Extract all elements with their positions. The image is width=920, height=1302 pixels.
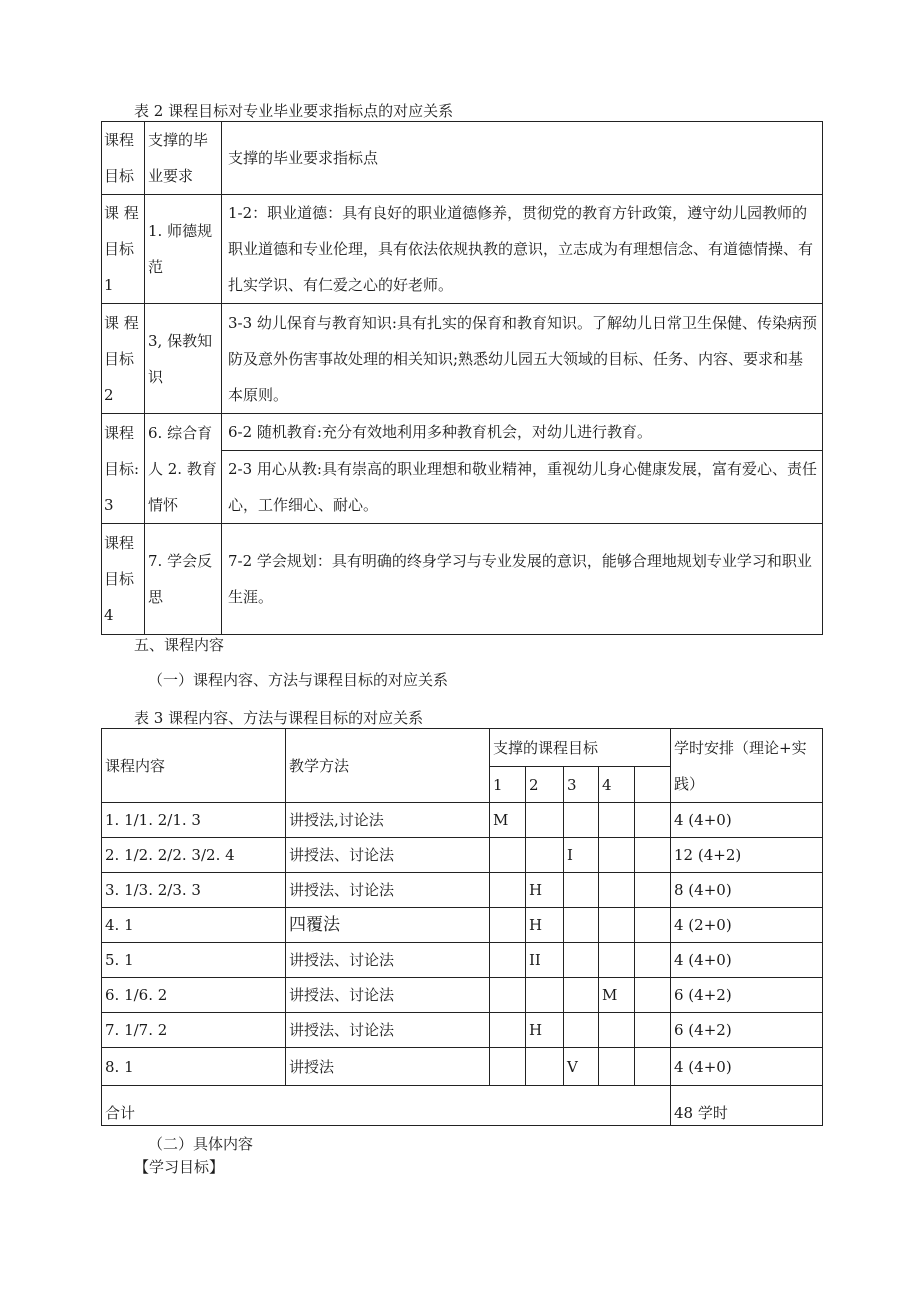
indicator-cell: 1-2：职业道德：具有良好的职业道德修养，贯彻党的教育方针政策，遵守幼儿园教师的职业道德和专业伦理，具有依法依规执教的意识，立志成为有理想信念、有道德情操、有扎实学识、有仁爱之心的好老师。 [222,195,823,304]
table-row [102,943,823,978]
total-hours: 48 学时 [671,1086,823,1126]
goal-cell: 课程目标 4 [102,524,145,635]
table-row [102,978,823,1013]
content-cell: 5. 1 [102,943,286,978]
goal-cell [599,1048,635,1086]
method-cell: 四覆法 [286,908,490,943]
header-content: 课程内容 [102,729,286,803]
goal-cell [564,943,599,978]
table-row [102,729,823,767]
goal-cell: 课程目标: 3 [102,414,145,524]
goal-cell [599,908,635,943]
goal-cell [526,1048,564,1086]
requirement-cell: 3, 保教知识 [145,304,222,414]
indicator-cell: 3-3 幼儿保育与教育知识:具有扎实的保育和教育知识。了解幼儿日常卫生保健、传染病预防及意外伤害事故处理的相关知识;熟悉幼儿园五大领域的目标、任务、内容、要求和基本原则。 [222,304,823,414]
indicator-cell: 7-2 学会规划：具有明确的终身学习与专业发展的意识，能够合理地规划专业学习和职业生涯。 [222,524,823,635]
goal-cell [526,803,564,838]
hours-cell: 8 (4+0) [671,873,823,908]
method-cell: 讲授法、讨论法 [286,978,490,1013]
table3-caption: 表 3 课程内容、方法与课程目标的对应关系 [134,709,424,727]
hours-cell: 6 (4+2) [671,978,823,1013]
header-goal: 课程目标 [102,122,145,195]
table-row [102,1048,823,1086]
content-cell: 2. 1/2. 2/2. 3/2. 4 [102,838,286,873]
hours-cell: 12 (4+2) [671,838,823,873]
hours-cell: 4 (4+0) [671,943,823,978]
header-indicator: 支撑的毕业要求指标点 [222,122,823,195]
goal-cell [490,978,526,1013]
table-row [102,122,823,195]
goal-cell [635,908,671,943]
sub-heading: （二）具体内容 [148,1135,254,1153]
header-requirement: 支撑的毕业要求 [145,122,222,195]
goal-cell: H [526,1013,564,1048]
method-cell: 讲授法,讨论法 [286,803,490,838]
table-row [102,1086,823,1126]
method-cell: 讲授法、讨论法 [286,1013,490,1048]
method-cell: 讲授法 [286,1048,490,1086]
goal-cell [490,1048,526,1086]
hours-cell: 6 (4+2) [671,1013,823,1048]
hours-cell: 4 (2+0) [671,908,823,943]
goal-cell [564,873,599,908]
goal-cell [635,943,671,978]
content-cell: 7. 1/7. 2 [102,1013,286,1048]
goal-cell [564,803,599,838]
goal-cell: 课 程目标 2 [102,304,145,414]
content-cell: 6. 1/6. 2 [102,978,286,1013]
goal-cell [490,943,526,978]
header-hours: 学时安排（理论+实践） [671,729,823,803]
table2-caption: 表 2 课程目标对专业毕业要求指标点的对应关系 [134,102,454,120]
goal-cell: H [526,908,564,943]
requirement-cell: 6. 综合育人 2. 教育情怀 [145,414,222,524]
table-row [102,803,823,838]
table2 [101,121,823,635]
goal-cell [490,908,526,943]
goal-cell [564,978,599,1013]
goal-cell: H [526,873,564,908]
goal-num-5 [635,767,671,803]
table-row [102,414,823,451]
goal-cell [599,1013,635,1048]
table-row [102,873,823,908]
table3 [101,728,823,1126]
table-row [102,1013,823,1048]
goal-cell [635,978,671,1013]
goal-cell [490,838,526,873]
goal-cell [599,943,635,978]
goal-num-1: 1 [490,767,526,803]
header-method: 教学方法 [286,729,490,803]
goal-cell [635,838,671,873]
table-row [102,908,823,943]
content-cell: 8. 1 [102,1048,286,1086]
goal-cell: 课 程目标 1 [102,195,145,304]
indicator-cell: 6-2 随机教育:充分有效地利用多种教育机会，对幼儿进行教育。 [222,414,823,451]
goal-num-2: 2 [526,767,564,803]
requirement-cell: 1. 师德规范 [145,195,222,304]
goal-cell [564,908,599,943]
content-cell: 4. 1 [102,908,286,943]
method-cell: 讲授法、讨论法 [286,943,490,978]
goal-cell [564,1013,599,1048]
content-cell: 3. 1/3. 2/3. 3 [102,873,286,908]
goal-cell [635,1048,671,1086]
goal-cell [635,1013,671,1048]
table-row [102,838,823,873]
goal-cell: M [599,978,635,1013]
header-goals: 支撑的课程目标 [490,729,671,767]
goal-cell [635,803,671,838]
goal-cell [490,873,526,908]
goal-cell [526,838,564,873]
total-label: 合计 [102,1086,671,1126]
table-row [102,304,823,414]
hours-cell: 4 (4+0) [671,803,823,838]
indicator-cell: 2-3 用心从教:具有崇高的职业理想和敬业精神，重视幼儿身心健康发展，富有爱心、责任心，工作细心、耐心。 [222,451,823,524]
goal-cell: V [564,1048,599,1086]
goal-cell: II [526,943,564,978]
goal-num-3: 3 [564,767,599,803]
goal-num-4: 4 [599,767,635,803]
hours-cell: 4 (4+0) [671,1048,823,1086]
content-cell: 1. 1/1. 2/1. 3 [102,803,286,838]
method-cell: 讲授法、讨论法 [286,838,490,873]
goal-cell [599,803,635,838]
goal-cell [599,838,635,873]
table-row [102,195,823,304]
goal-cell: I [564,838,599,873]
method-cell: 讲授法、讨论法 [286,873,490,908]
sub-heading: （一）课程内容、方法与课程目标的对应关系 [148,671,449,689]
learning-goals-heading: 【学习目标】 [134,1158,225,1176]
goal-cell [490,1013,526,1048]
goal-cell [599,873,635,908]
table-row [102,524,823,635]
requirement-cell: 7. 学会反思 [145,524,222,635]
goal-cell [526,978,564,1013]
section-heading: 五、课程内容 [134,636,225,654]
goal-cell: M [490,803,526,838]
goal-cell [635,873,671,908]
